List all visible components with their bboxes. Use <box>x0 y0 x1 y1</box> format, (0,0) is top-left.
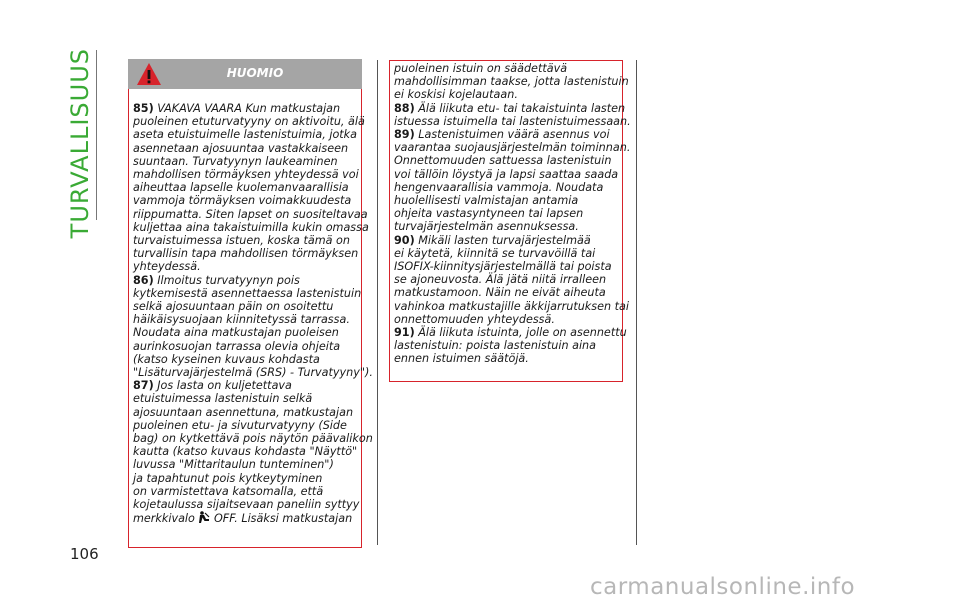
paragraph-number: 86) <box>133 273 154 287</box>
paragraph-text: aseta etuistuimelle lastenistuimia, jotka <box>133 128 358 142</box>
paragraph-text: suuntaan. Turvatyynyn laukeaminen <box>133 154 338 168</box>
paragraph-line: puoleinen istuin on säädettävä <box>394 62 568 75</box>
paragraph-line <box>394 313 631 326</box>
paragraph-text: ohjeita vastasyntyneen tai lapsen <box>394 207 584 221</box>
continued-paragraph <box>394 62 631 102</box>
paragraph-text: merkkivalo <box>133 512 199 526</box>
paragraph-text: mahdollisen törmäyksen yhteydessä voi <box>133 168 359 182</box>
paragraph-line <box>394 220 631 233</box>
warning-paragraph-89 <box>394 128 631 234</box>
paragraph-line <box>133 458 373 471</box>
paragraph-text: Älä liikuta etu- tai takaistuinta lasten <box>418 101 626 115</box>
paragraph-text: VAKAVA VAARA Kun matkustajan <box>157 102 341 115</box>
paragraph-number: 91) <box>394 326 415 340</box>
section-title-text: TURVALLISUUS <box>66 48 94 239</box>
page-number: 106 <box>70 545 99 563</box>
paragraph-line <box>133 406 373 419</box>
paragraph-number: 87) <box>133 379 154 393</box>
warning-paragraph-91 <box>394 326 631 366</box>
paragraph-text: huolellisesti valmistajan antamia <box>394 194 579 208</box>
paragraph-text: ISOFIX-kiinnitysjärjestelmällä tai poista <box>394 260 612 274</box>
paragraph-line <box>133 366 373 379</box>
paragraph-line <box>394 352 631 365</box>
paragraph-text: riippumatta. Siten lapset on suositeltavaa <box>133 207 368 221</box>
paragraph-text: aurinkosuojan tarrassa olevia ohjeita <box>133 339 341 353</box>
paragraph-text: Lastenistuimen väärä asennus voi <box>418 128 610 142</box>
paragraph-text: asennetaan ajosuuntaa vastakkaiseen <box>133 141 349 155</box>
watermark: carmanualsonline.info <box>590 574 856 600</box>
paragraph-text: puoleinen etuturvatyyny on aktivoitu, älä <box>133 115 365 129</box>
warning-paragraph-85 <box>133 102 373 274</box>
paragraph-text: turvaistuimessa istuen, koska tämä on <box>133 234 350 248</box>
paragraph-line <box>133 432 373 445</box>
paragraph-line <box>394 181 631 194</box>
paragraph-text: ennen istuimen säätöjä. <box>394 352 529 366</box>
paragraph-line <box>133 194 373 207</box>
paragraph-line <box>133 313 373 326</box>
paragraph-line <box>394 102 631 115</box>
warning-text-column-2 <box>394 62 631 366</box>
paragraph-text: hengenvaarallisia vammoja. Noudata <box>394 180 604 194</box>
paragraph-line <box>133 247 373 260</box>
paragraph-text: turvajärjestelmän asennuksessa. <box>394 220 579 234</box>
paragraph-line <box>133 142 373 155</box>
paragraph-text: bag) on kytkettävä pois näytön päävalikon <box>133 432 373 446</box>
paragraph-text: häikäisysuojaan kiinnitetyssä tarrassa. <box>133 313 350 327</box>
warning-paragraph-87 <box>133 379 373 525</box>
paragraph-line <box>133 511 373 525</box>
paragraph-text: se ajoneuvosta. Älä jätä niitä irralleen <box>394 273 607 287</box>
paragraph-line <box>133 181 373 194</box>
paragraph-line <box>394 115 631 128</box>
paragraph-line <box>133 392 373 405</box>
warning-title: HUOMIO <box>226 66 284 80</box>
paragraph-line <box>133 274 373 287</box>
paragraph-text: vahinkoa matkustajille äkkijarrutuksen tai <box>394 299 629 313</box>
paragraph-text: on varmistettava katsomalla, että <box>133 484 324 498</box>
paragraph-text: Noudata aina matkustajan puoleisen <box>133 326 339 340</box>
paragraph-line <box>394 234 631 247</box>
paragraph-line <box>133 168 373 181</box>
paragraph-text: kytkemisestä asennettaessa lastenistuin <box>133 286 362 300</box>
paragraph-line <box>133 287 373 300</box>
paragraph-line <box>133 445 373 458</box>
paragraph-text: turvallisin tapa mahdollisen törmäyksen <box>133 247 359 261</box>
paragraph-line <box>394 207 631 220</box>
paragraph-line <box>394 339 631 352</box>
paragraph-text: Ilmoitus turvatyynyn pois <box>157 273 300 287</box>
paragraph-line <box>394 273 631 286</box>
paragraph-line <box>394 128 631 141</box>
paragraph-line <box>394 168 631 181</box>
airbag-off-icon <box>198 511 210 524</box>
warning-paragraph-88 <box>394 102 631 128</box>
column-divider-left <box>377 60 378 545</box>
paragraph-text: lastenistuin: poista lastenistuin aina <box>394 339 597 353</box>
paragraph-text: Älä liikuta istuinta, jolle on asennettu <box>418 326 627 340</box>
paragraph-text: luvussa "Mittaritaulun tunteminen") <box>133 458 334 472</box>
paragraph-line <box>394 300 631 313</box>
paragraph-number: 90) <box>394 233 415 247</box>
paragraph-text: ei käytetä, kiinnitä se turvavöillä tai <box>394 246 596 260</box>
paragraph-number: 89) <box>394 128 415 142</box>
paragraph-line <box>394 326 631 339</box>
paragraph-text: voi tällöin löystyä ja lapsi saattaa saada <box>394 167 619 181</box>
paragraph-text: yhteydessä. <box>133 260 201 274</box>
paragraph-text: etuistuimessa lastenistuin selkä <box>133 392 313 406</box>
paragraph-text: matkustamoon. Näin ne eivät aiheuta <box>394 286 606 300</box>
paragraph-line <box>133 379 373 392</box>
paragraph-text: OFF. Lisäksi matkustajan <box>210 512 353 526</box>
paragraph-line <box>133 485 373 498</box>
section-divider <box>96 50 97 220</box>
paragraph-line <box>133 234 373 247</box>
paragraph-text: aiheuttaa lapselle kuolemanvaarallisia <box>133 181 349 195</box>
paragraph-line <box>133 128 373 141</box>
paragraph-line <box>133 102 373 115</box>
paragraph-number: 88) <box>394 101 415 115</box>
paragraph-number: 85) <box>133 102 154 115</box>
paragraph-line <box>133 498 373 511</box>
paragraph-text: selkä ajosuuntaan päin on osoitettu <box>133 300 334 314</box>
warning-paragraph-86 <box>133 274 373 380</box>
paragraph-line <box>133 260 373 273</box>
paragraph-line <box>394 260 631 273</box>
paragraph-line <box>133 155 373 168</box>
paragraph-text: ajosuuntaan asennettuna, matkustajan <box>133 405 354 419</box>
paragraph-line <box>394 194 631 207</box>
paragraph-text: puoleinen etu- ja sivuturvatyyny (Side <box>133 418 347 432</box>
warning-paragraph-90 <box>394 234 631 326</box>
paragraph-text: kautta (katso kuvaus kohdasta "Näyttö" <box>133 445 358 459</box>
paragraph-text: kojetaulussa sijaitsevaan paneliin syttyy <box>133 498 360 512</box>
warning-header <box>128 59 362 89</box>
paragraph-line: ei koskisi kojelautaan. <box>394 88 518 102</box>
paragraph-line <box>394 286 631 299</box>
paragraph-line: mahdollisimman taakse, jotta lastenistuin <box>394 75 629 89</box>
paragraph-text: Onnettomuuden sattuessa lastenistuin <box>394 154 612 168</box>
paragraph-line <box>133 419 373 432</box>
paragraph-text: ja tapahtunut pois kytkeytyminen <box>133 471 323 485</box>
paragraph-text: Mikäli lasten turvajärjestelmää <box>418 233 591 247</box>
paragraph-line <box>133 326 373 339</box>
paragraph-line <box>394 154 631 167</box>
paragraph-text: onnettomuuden yhteydessä. <box>394 312 555 326</box>
paragraph-line <box>394 141 631 154</box>
paragraph-line <box>133 472 373 485</box>
warning-text-column-1 <box>133 102 373 526</box>
paragraph-line <box>394 247 631 260</box>
paragraph-line <box>133 340 373 353</box>
column-divider-right <box>636 60 637 545</box>
paragraph-text: "Lisäturvajärjestelmä (SRS) - Turvatyyny"). <box>133 366 373 380</box>
paragraph-text: vammoja törmäyksen voimakkuudesta <box>133 194 352 208</box>
paragraph-text: istuessa istuimella tai lastenistuimessaan. <box>394 114 631 128</box>
paragraph-text: Jos lasta on kuljetettava <box>157 379 292 393</box>
paragraph-line <box>133 115 373 128</box>
paragraph-text: kuljettaa aina takaistuimilla kukin omassa <box>133 220 369 234</box>
paragraph-text: vaarantaa suojausjärjestelmän toiminnan. <box>394 141 631 155</box>
paragraph-text: (katso kyseinen kuvaus kohdasta <box>133 352 320 366</box>
paragraph-line <box>133 221 373 234</box>
paragraph-line <box>133 208 373 221</box>
paragraph-line <box>133 300 373 313</box>
paragraph-line <box>133 353 373 366</box>
